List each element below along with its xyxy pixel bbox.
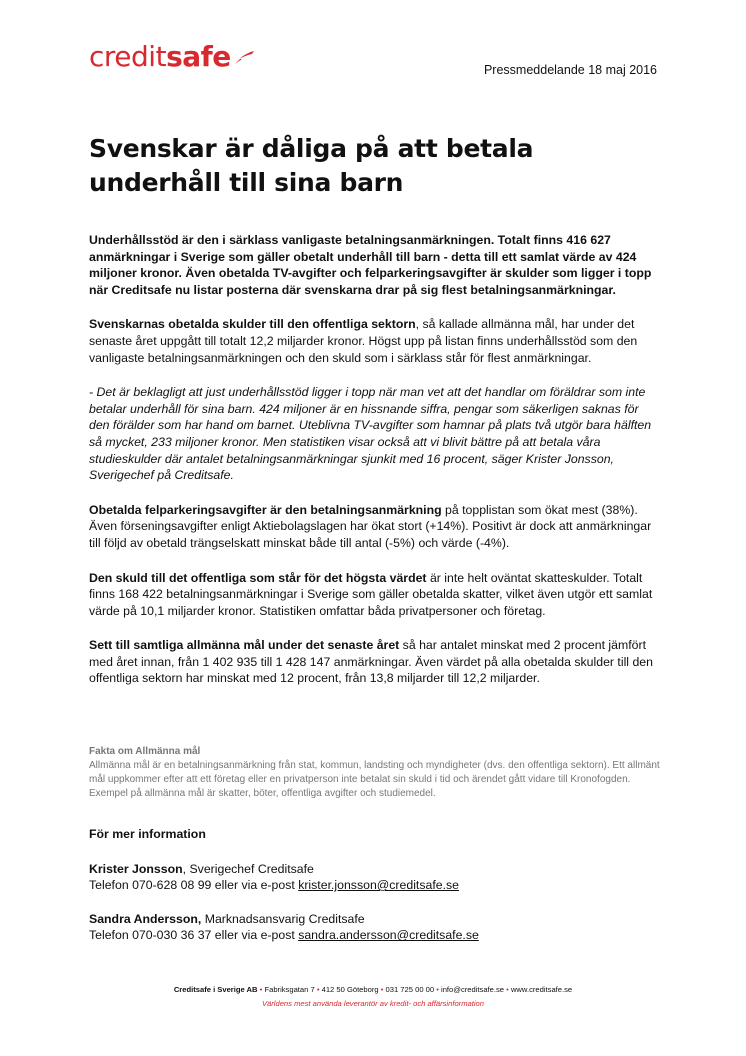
bullet-separator: • (436, 985, 439, 994)
article-body (89, 232, 661, 705)
paragraph-lead-bold: Sett till samtliga allmänna mål under det senaste året (89, 638, 400, 653)
footer-tagline: Världens mest använda leverantör av kredit- och affärsinformation (261, 999, 485, 1008)
press-release-date: Pressmeddelande 18 maj 2016 (483, 63, 657, 77)
page-footer (0, 983, 746, 1011)
bullet-separator: • (259, 985, 263, 994)
facts-heading: Fakta om Allmänna mål (89, 746, 201, 757)
facts-text: Allmänna mål är en betalningsanmärkning från stat, kommun, landsting och myndigheter (dvs. den offentliga sektorn). Ett allmänt mål uppkommer efter att ett företag eller en privatperson inte betalat sin skuld i tid och ärendet gått vidare till Kronofogden. Exempel på allmänna mål är skatter, böter, offentliga avgifter och studiemedel. (89, 760, 660, 799)
footer-phone: 031 725 00 00 (385, 985, 435, 994)
logo-credit-text: credit (89, 40, 167, 73)
body-paragraph (89, 637, 661, 687)
contact-role: Sverigechef Creditsafe (186, 861, 314, 876)
bullet-separator: • (506, 985, 509, 994)
creditsafe-logo (89, 40, 255, 80)
contact-email-link[interactable]: sandra.andersson@creditsafe.se (298, 928, 479, 943)
contact-email-link[interactable]: krister.jonsson@creditsafe.se (298, 878, 459, 893)
paragraph-text: , så kallade allmänna mål, har under det senaste året uppgått till totalt 12,2 miljarder kronor. Högst upp på listan finns underhållsstöd som den vanligaste betalningsanmärkningen och den skuld som i särklass står för flest anmärkningar. (89, 317, 638, 365)
paragraph-lead-bold: Svenskarnas obetalda skulder till den offentliga sektorn (89, 317, 416, 332)
footer-web: www.creditsafe.se (510, 985, 573, 994)
paragraph-text: så har antalet minskat med 2 procent jämfört med året innan, från 1 402 935 till 1 428 147 anmärkningar. Även värdet på alla obetalda skulder till den offentliga sektorn har minskat med 12 procent, från 13,8 miljarder till 12,2 miljarder. (89, 638, 653, 686)
contact-role: Marknadsansvarig Creditsafe (201, 911, 365, 926)
more-info-heading: För mer information (89, 827, 206, 841)
page-title: Svenskar är dåliga på att betala underhåll till sina barn (89, 134, 534, 197)
paragraph-text: är inte helt oväntat skatteskulder. Totalt finns 168 422 betalningsanmärkningar i Sverige som gäller obetalda skatter, vilket även utgör ett samlat värde på 10,1 miljarder kronor. Statistiken omfattar båda privatpersoner och företag. (89, 570, 653, 618)
footer-postal: 412 50 Göteborg (321, 985, 379, 994)
quote-text: - Det är beklagligt att just underhållsstöd ligger i topp när man vet att det handlar om föräldrar som inte betalar underhåll för sina barn. 424 miljoner är en hissnande siffra, pengar som säkerligen saknas för den förälder som har hand om barnet. Uteblivna TV-avgifter som hamnar på plats två utgör bara hälften så mycket, 233 miljoner kronor. Men statistiken visar också att vi blivit bättre på att betala våra studieskulder där antalet betalningsanmärkningar sjunkit med 16 procent, säger Krister Jonsson, Sverigechef på Creditsafe. (89, 385, 652, 483)
quote-paragraph (89, 384, 661, 484)
logo-swoosh-icon (233, 50, 255, 66)
paragraph-lead-bold: Obetalda felparkeringsavgifter är den betalningsanmärkning (89, 502, 442, 517)
footer-email: info@creditsafe.se (441, 985, 505, 994)
more-info-section (89, 826, 661, 961)
contact-block (89, 911, 661, 944)
footer-address-line (0, 983, 746, 997)
facts-box (89, 745, 669, 801)
contact-name: Krister Jonsson (89, 861, 183, 876)
contact-block (89, 861, 661, 894)
body-paragraph (89, 570, 661, 620)
body-paragraph (89, 316, 661, 366)
paragraph-lead-bold: Den skuld till det offentliga som står för det högsta värdet (89, 570, 427, 585)
paragraph-text: på topplistan som ökat mest (38%). Även förseningsavgifter enligt Aktiebolagslagen har ökat stort (+14%). Positivt är dock att anmärkningar till följd av obetald trängselskatt minskat både till antal (-5%) och värde (-4%). (89, 502, 652, 550)
footer-company: Creditsafe i Sverige AB (173, 985, 258, 994)
footer-address: Fabriksgatan 7 (264, 985, 315, 994)
contact-name: Sandra Andersson, (89, 911, 202, 926)
bullet-separator: • (380, 985, 384, 994)
contact-sep: , (182, 861, 187, 876)
bullet-separator: • (316, 985, 320, 994)
contact-phone: Telefon 070-030 36 37 eller via e-post (89, 928, 299, 943)
logo-safe-text: safe (166, 40, 231, 73)
contact-phone: Telefon 070-628 08 99 eller via e-post (89, 878, 299, 893)
body-paragraph (89, 502, 661, 552)
lead-paragraph: Underhållsstöd är den i särklass vanligaste betalningsanmärkningen. Totalt finns 416 627 anmärkningar i Sverige som gäller obetalt underhåll till barn - detta till ett samlat värde av 424 miljoner kronor. Även obetalda TV-avgifter och felparkeringsavgifter är skulder som ligger i topp när Creditsafe nu listar posterna där svenskarna drar på sig flest betalningsanmärkningar. (89, 233, 652, 297)
